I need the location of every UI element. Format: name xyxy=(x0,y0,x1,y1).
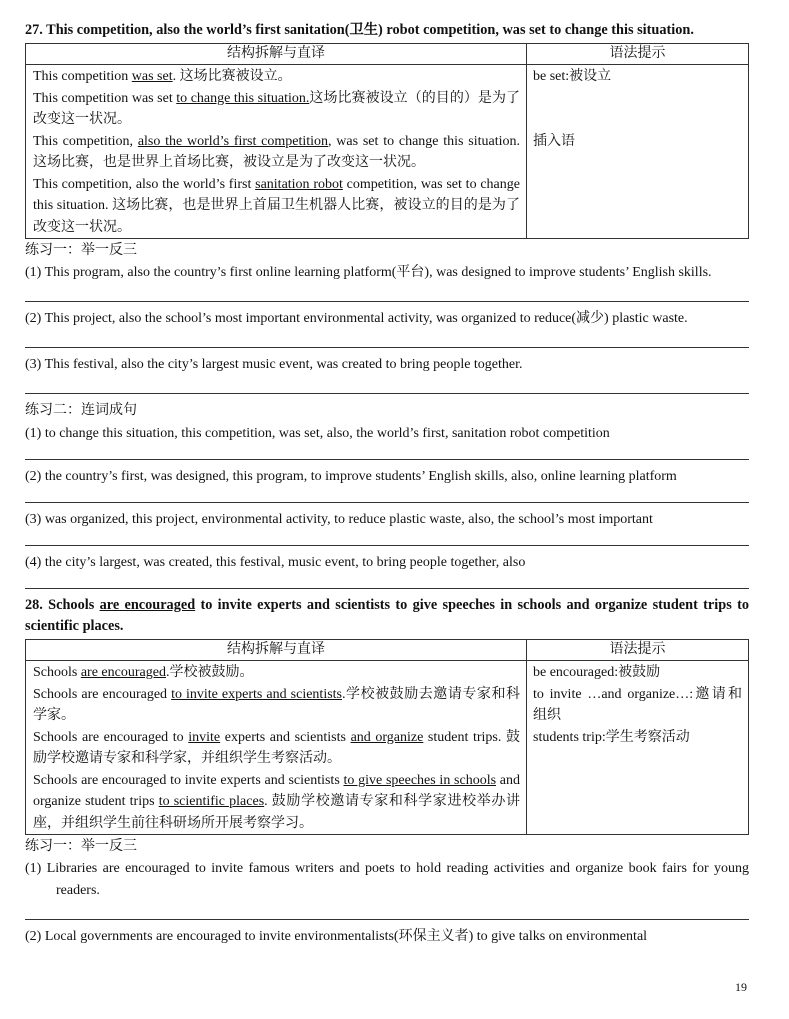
text-segment: 这场比赛被设立（的目的）是为了改变这一状况。 xyxy=(33,90,521,127)
underlined-phrase: to scientific places xyxy=(158,794,265,809)
answer-line[interactable] xyxy=(25,393,749,394)
practice-heading: 练习二：连词成句 xyxy=(25,403,137,418)
col-header-structure: 结构拆解与直译 xyxy=(26,44,527,65)
grammar-note: be set:被设立 xyxy=(533,69,612,84)
page-number: 19 xyxy=(735,980,747,994)
exercise: (2) Local governments are encouraged to invite environmentalists(环保主义者) to give talks on environmental xyxy=(25,929,648,944)
q27-breakdown xyxy=(26,65,527,239)
exercise: (1) Libraries are encouraged to invite famous writers and poets to hold reading activities and organize book fairs for young readers. xyxy=(25,861,749,898)
q27-grammar xyxy=(527,65,749,239)
text-segment: This competition, also the world’s first xyxy=(33,176,256,192)
breakdown-line xyxy=(33,727,520,770)
text-segment: , was set to change this situation. 这场比赛，也是世界上首场比赛，被设立是为了改变这一状况。 xyxy=(33,133,520,170)
practice-heading: 练习一：举一反三 xyxy=(25,839,137,854)
q27-table xyxy=(25,43,749,239)
text-segment: This competition was set xyxy=(33,90,177,106)
grammar-note: 插入语 xyxy=(533,133,575,149)
grammar-note: be encouraged:被鼓励 xyxy=(533,665,661,680)
text-segment: experts and scientists xyxy=(220,729,351,745)
exercise: (3) This festival, also the city’s largest music event, was created to bring people together. xyxy=(25,357,523,372)
text-segment: Schools xyxy=(33,665,81,680)
answer-line[interactable] xyxy=(25,459,749,460)
q28-table xyxy=(25,639,749,835)
q28-grammar xyxy=(527,661,749,835)
answer-line[interactable] xyxy=(25,301,749,302)
text-segment: This competition, xyxy=(33,133,138,149)
breakdown-line xyxy=(33,66,520,88)
grammar-note: to invite …and organize…:邀请和组织 xyxy=(533,686,742,723)
exercise: (1) This program, also the country’s first online learning platform(平台), was designed to improve students’ English skills. xyxy=(25,265,712,280)
underlined-phrase: sanitation robot xyxy=(255,176,343,192)
col-header-grammar: 语法提示 xyxy=(527,640,749,661)
exercise: (2) the country’s first, was designed, this program, to improve students’ English skills, also, online learning platform xyxy=(25,469,677,484)
exercise: (2) This project, also the school’s most important environmental activity, was organized to reduce(减少) plastic waste. xyxy=(25,311,688,326)
breakdown-line xyxy=(33,131,520,174)
breakdown-line xyxy=(33,662,520,684)
answer-line[interactable] xyxy=(25,588,749,589)
text-segment: and organize student trips xyxy=(33,772,520,809)
text-segment: This competition xyxy=(33,69,132,84)
grammar-note: students trip:学生考察活动 xyxy=(533,729,690,745)
col-header-grammar: 语法提示 xyxy=(527,44,749,65)
exercise: (1) to change this situation, this competition, was set, also, the world’s first, sanitation robot competition xyxy=(25,426,610,441)
answer-line[interactable] xyxy=(25,502,749,503)
answer-line[interactable] xyxy=(25,919,749,920)
underlined-phrase: are encouraged xyxy=(80,665,166,680)
underlined-phrase: to change this situation. xyxy=(176,90,310,106)
col-header-structure: 结构拆解与直译 xyxy=(26,640,527,661)
question-28-title xyxy=(25,595,749,637)
breakdown-line xyxy=(33,770,520,835)
answer-line[interactable] xyxy=(25,545,749,546)
breakdown-line xyxy=(33,88,520,131)
text-segment: .学校被鼓励去邀请专家和科学家。 xyxy=(33,686,521,723)
text-segment: competition, was set to change this situation. 这场比赛，也是世界上首届卫生机器人比赛，被设立的目的是为了改变这一状况。 xyxy=(33,176,520,235)
text-segment: . 这场比赛被设立。 xyxy=(172,69,292,84)
text-segment: Schools are encouraged to xyxy=(33,729,189,745)
text-segment: Schools are encouraged xyxy=(33,686,172,702)
breakdown-line xyxy=(33,174,520,239)
text-segment: Schools are encouraged to invite experts and scientists xyxy=(33,772,344,788)
exercise: (4) the city’s largest, was created, this festival, music event, to bring people together, also xyxy=(25,555,526,570)
underlined-phrase: are encouraged xyxy=(99,597,196,613)
underlined-phrase: to give speeches in schools xyxy=(343,772,497,788)
underlined-phrase: to invite experts and scientists xyxy=(171,686,342,702)
exercise: (3) was organized, this project, environmental activity, to reduce plastic waste, also, the school’s most important xyxy=(25,512,653,527)
underlined-phrase: invite xyxy=(188,729,221,745)
text-segment: to invite experts and scientists to give speeches in schools and organize student trips to scientific places. xyxy=(25,597,749,634)
text-segment: . 鼓励学校邀请专家和科学家进校举办讲座，并组织学生前往科研场所开展考察学习。 xyxy=(33,794,520,831)
question-27-title: 27. This competition, also the world’s first sanitation(卫生) robot competition, was set to change this situation. xyxy=(25,22,694,38)
practice-heading: 练习一：举一反三 xyxy=(25,243,137,258)
text-segment: 28. Schools xyxy=(25,597,100,613)
underlined-phrase: also the world’s first competition xyxy=(137,133,329,149)
breakdown-line xyxy=(33,684,520,727)
q28-breakdown xyxy=(26,661,527,835)
text-segment: .学校被鼓励。 xyxy=(165,665,254,680)
answer-line[interactable] xyxy=(25,347,749,348)
underlined-phrase: and organize xyxy=(350,729,424,745)
underlined-phrase: was set xyxy=(131,69,173,84)
text-segment: student trips. 鼓励学校邀请专家和科学家，并组织学生考察活动。 xyxy=(33,729,520,766)
